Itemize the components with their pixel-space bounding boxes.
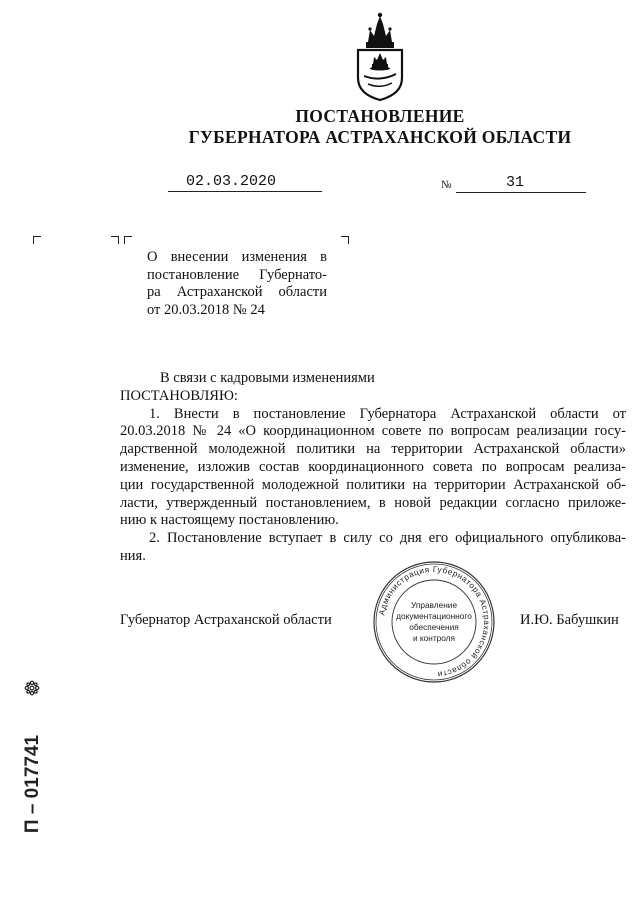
paragraph-2-line: 2. Постановление вступает в силу со дня его официального опубликова-: [149, 530, 626, 547]
coat-of-arms-icon: [352, 12, 408, 102]
paragraph-1-line: 1. Внести в постановление Губернатора Астраханской области от: [149, 405, 626, 422]
side-serial-number: П – 017741: [22, 734, 43, 834]
stamp-center-line: документационного: [396, 611, 472, 621]
document-body: [120, 370, 626, 566]
number-sign: №: [441, 179, 452, 191]
stamp-center-line: и контроля: [412, 633, 456, 643]
subject-line: от 20.03.2018 № 24: [147, 301, 265, 318]
document-title-line2: ГУБЕРНАТОРА АСТРАХАНСКОЙ ОБЛАСТИ: [188, 127, 572, 147]
paragraph-1-line: изменение, изложив состав координационного совета по вопросам реализа-: [120, 458, 626, 475]
subject-line: О внесении изменения в: [147, 249, 327, 265]
document-number: 31: [506, 174, 525, 191]
paragraph-1-line: дарственной молодежной политики на территории Астраханской области»: [120, 441, 626, 458]
paragraph-2-line: ния.: [120, 547, 146, 564]
paragraph-1-line: нию к настоящему постановлению.: [120, 512, 339, 529]
document-subject: [147, 249, 327, 319]
official-stamp: [372, 560, 496, 684]
subject-line: постановление Губернато-: [147, 266, 327, 283]
paragraph-1-line: 20.03.2018 № 24 «О координационном совете по вопросам реализации госу-: [120, 423, 626, 440]
number-underline: [456, 192, 586, 193]
corner-mark-subject-right: [341, 236, 349, 244]
stamp-center-line: обеспечения: [409, 622, 459, 632]
document-title-line1: ПОСТАНОВЛЕНИЕ: [295, 106, 465, 126]
rosette-icon: [24, 680, 40, 696]
document-date: 02.03.2020: [186, 173, 277, 190]
intro-text: В связи с кадровыми изменениями: [160, 370, 375, 386]
paragraph-1-line: ласти, утвержденный постановлением, в новой редакции согласно приложе-: [120, 494, 626, 511]
stamp-ring-text: Администрация Губернатора Астраханской области: [377, 564, 492, 679]
stamp-center-line: Управление: [410, 600, 458, 610]
signatory-position: Губернатор Астраханской области: [120, 612, 332, 628]
corner-mark-left: [33, 236, 41, 244]
subject-line: ра Астраханской области: [147, 284, 327, 300]
resolve-text: ПОСТАНОВЛЯЮ:: [120, 387, 238, 404]
paragraph-1-line: ции государственной молодежной политики на территории Астраханской об-: [120, 476, 626, 493]
signatory-name: И.Ю. Бабушкин: [520, 612, 619, 628]
date-underline: [168, 191, 322, 192]
corner-mark-subject-left-b: [124, 236, 132, 244]
corner-mark-subject-left-a: [111, 236, 119, 244]
